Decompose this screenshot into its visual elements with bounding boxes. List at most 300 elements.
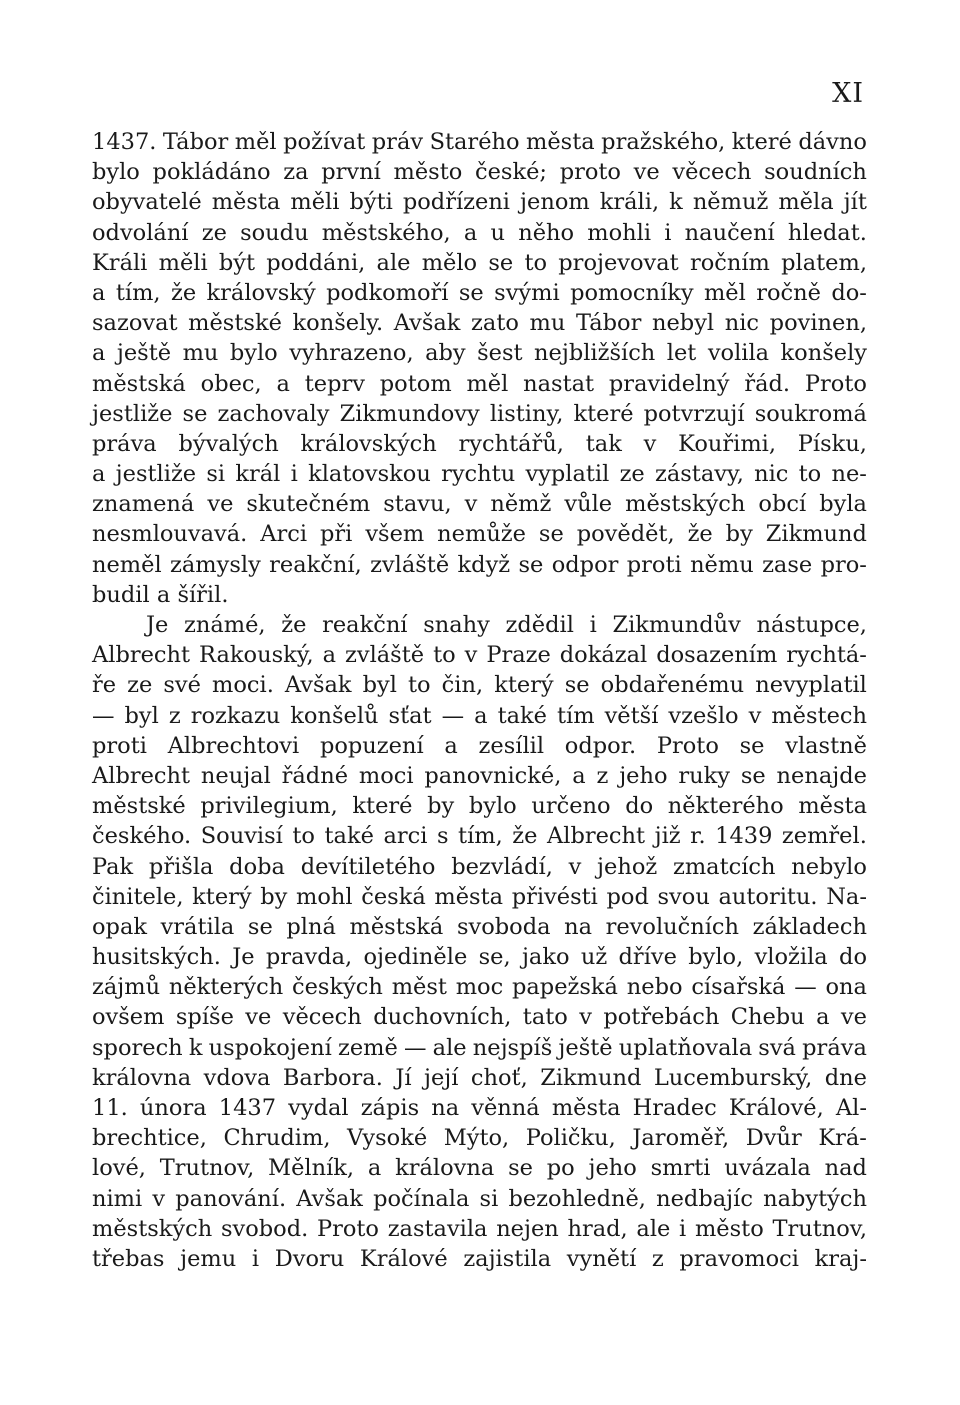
word: znamená bbox=[92, 491, 195, 518]
word: Barbora. bbox=[282, 1064, 383, 1091]
word: Zikmundův bbox=[612, 612, 741, 638]
word: přišla bbox=[148, 853, 214, 880]
word: že bbox=[281, 612, 307, 638]
word: královských bbox=[300, 430, 437, 457]
word: reakční, bbox=[269, 551, 362, 578]
word: Souvisí bbox=[200, 823, 283, 850]
word: král bbox=[235, 461, 281, 488]
word: se bbox=[182, 400, 208, 427]
word: a bbox=[816, 1004, 830, 1031]
word: Rakouský, bbox=[199, 642, 314, 669]
word: dokázal bbox=[559, 642, 648, 669]
word: Vysoké bbox=[347, 1125, 428, 1152]
word: být bbox=[218, 249, 256, 276]
word: města bbox=[551, 1095, 621, 1121]
word: už bbox=[580, 944, 608, 971]
word: v bbox=[464, 642, 478, 669]
word: Avšak bbox=[296, 1185, 363, 1212]
word: řád. bbox=[744, 370, 791, 397]
word: dávno bbox=[798, 129, 867, 155]
word: Je bbox=[146, 612, 169, 638]
word: třebas bbox=[92, 1245, 165, 1272]
word: všem bbox=[365, 521, 425, 548]
word: práv bbox=[371, 129, 424, 155]
text-line bbox=[92, 942, 867, 972]
word: do- bbox=[831, 279, 867, 306]
word: z bbox=[168, 702, 181, 729]
word: mu bbox=[182, 340, 219, 367]
word: podřízeni bbox=[402, 189, 511, 216]
word: lové, bbox=[92, 1155, 146, 1182]
word: její bbox=[423, 1064, 459, 1091]
word: v bbox=[748, 702, 762, 729]
word: také bbox=[497, 702, 547, 729]
text-line bbox=[92, 1093, 867, 1123]
word: snahy bbox=[423, 612, 490, 638]
word: že bbox=[170, 279, 197, 306]
word: vydal bbox=[288, 1095, 349, 1121]
word: se, bbox=[478, 944, 511, 971]
word: měl bbox=[466, 370, 509, 397]
word: doba bbox=[229, 853, 285, 880]
word: bylo bbox=[468, 793, 517, 820]
word: nedbajíc bbox=[656, 1185, 753, 1212]
word: sporech bbox=[92, 1034, 183, 1061]
word: němu bbox=[690, 551, 754, 578]
word: nastat bbox=[523, 370, 595, 397]
word: v bbox=[579, 1004, 592, 1031]
word: zemřel. bbox=[781, 823, 867, 850]
word: věnná bbox=[471, 1095, 540, 1121]
word: Dvoru bbox=[274, 1245, 345, 1272]
word: některého bbox=[667, 793, 784, 820]
word: Starého bbox=[429, 129, 520, 155]
word: nenajde bbox=[776, 762, 867, 789]
word: českého. bbox=[92, 823, 192, 850]
word: Trutnov, bbox=[159, 1155, 255, 1182]
word: nemůže bbox=[437, 521, 526, 548]
word: reakční bbox=[322, 612, 408, 638]
text-line bbox=[92, 1123, 867, 1153]
word: věcech bbox=[672, 159, 752, 186]
word: mělo bbox=[421, 249, 478, 276]
word: se bbox=[740, 762, 766, 789]
word: země bbox=[337, 1034, 398, 1061]
word: nebo bbox=[626, 974, 683, 1001]
word: se bbox=[488, 249, 514, 276]
text-line bbox=[92, 701, 867, 731]
word: hrad, bbox=[567, 1215, 628, 1242]
word: městské bbox=[188, 310, 282, 337]
word: Králové bbox=[359, 1245, 448, 1272]
word: vyhrazeno, bbox=[289, 340, 414, 367]
word: Zikmund bbox=[540, 1064, 642, 1091]
word: Mělník, bbox=[268, 1155, 355, 1182]
word: městské bbox=[92, 793, 186, 820]
text-line bbox=[92, 1063, 867, 1093]
word: vložila bbox=[754, 944, 828, 971]
word: nic bbox=[724, 310, 760, 337]
word: měl bbox=[703, 279, 746, 306]
word: své bbox=[163, 672, 201, 699]
word: potřebách bbox=[603, 1004, 720, 1031]
word: němž bbox=[490, 491, 552, 518]
word: Chrudim, bbox=[223, 1125, 331, 1152]
word: uplatňovala bbox=[618, 1034, 753, 1061]
word: v bbox=[643, 430, 657, 457]
word: povědět, bbox=[576, 521, 675, 548]
word: nimi bbox=[92, 1185, 143, 1212]
word: revolučních bbox=[605, 913, 740, 940]
word: města bbox=[211, 189, 281, 216]
word: popuzení bbox=[319, 732, 424, 759]
word: vůle bbox=[564, 491, 613, 518]
word: 11. bbox=[92, 1095, 128, 1121]
word: plná bbox=[286, 913, 336, 940]
word: zájmů bbox=[92, 974, 161, 1001]
word: Hradec bbox=[632, 1095, 717, 1121]
word: ze bbox=[201, 219, 227, 246]
word: ale bbox=[376, 249, 411, 276]
word: královský bbox=[206, 279, 316, 306]
text-line bbox=[92, 610, 867, 640]
word: potom bbox=[379, 370, 452, 397]
word: v bbox=[464, 491, 478, 518]
word: vynětí bbox=[566, 1245, 637, 1272]
word: Králi bbox=[92, 249, 148, 276]
word: že bbox=[687, 521, 713, 548]
word: arci bbox=[383, 823, 428, 850]
word: soukromá bbox=[754, 400, 867, 427]
text-line bbox=[92, 278, 867, 308]
word: první bbox=[321, 159, 381, 186]
word: Dvůr bbox=[745, 1125, 802, 1152]
word: rychtářů, bbox=[458, 430, 564, 457]
word: vlastně bbox=[785, 732, 867, 759]
word: panování. bbox=[175, 1185, 287, 1212]
text-line bbox=[92, 1033, 867, 1063]
word: nejspíš bbox=[472, 1034, 553, 1061]
word: ona bbox=[825, 974, 867, 1001]
word: soudu bbox=[240, 219, 309, 246]
word: města bbox=[526, 129, 595, 155]
word: a bbox=[92, 279, 106, 306]
word: a bbox=[156, 581, 171, 608]
word: zástavy, bbox=[654, 461, 744, 488]
word: městských bbox=[92, 1215, 213, 1242]
word: soudních bbox=[764, 159, 867, 186]
word: proti bbox=[626, 551, 682, 578]
word: ne- bbox=[831, 461, 867, 488]
text-line bbox=[92, 550, 867, 580]
word: hledat. bbox=[787, 219, 867, 246]
word: tím, bbox=[458, 823, 503, 850]
word: povinen, bbox=[769, 310, 867, 337]
word: volila bbox=[707, 340, 770, 367]
text-line bbox=[92, 218, 867, 248]
word: budil bbox=[92, 581, 150, 608]
word: autoritu. bbox=[718, 883, 818, 910]
word: to bbox=[292, 823, 315, 850]
word: městských bbox=[625, 491, 746, 518]
word: města bbox=[434, 883, 504, 910]
word: odpor bbox=[551, 551, 619, 578]
word: při bbox=[320, 521, 353, 548]
word: šířil. bbox=[177, 581, 229, 608]
word: — bbox=[441, 702, 465, 729]
word: stavu, bbox=[383, 491, 452, 518]
word: a bbox=[367, 1155, 382, 1182]
word: nabytých bbox=[763, 1185, 867, 1212]
word: po bbox=[546, 1155, 575, 1182]
word: ve bbox=[840, 1004, 867, 1031]
word: se bbox=[508, 1155, 533, 1182]
word: známé, bbox=[184, 612, 266, 638]
word: němuž bbox=[692, 189, 769, 216]
text-line bbox=[92, 791, 867, 821]
word: jemu bbox=[180, 1245, 237, 1272]
word: v bbox=[568, 853, 582, 880]
word: bylo bbox=[92, 159, 140, 186]
word: zesílil bbox=[478, 732, 545, 759]
word: panovnické, bbox=[424, 762, 562, 789]
word: svými bbox=[494, 279, 560, 306]
word: 1437 bbox=[218, 1095, 277, 1121]
word: odvolání bbox=[92, 219, 189, 246]
word: skutečném bbox=[246, 491, 371, 518]
word: opak bbox=[92, 913, 147, 940]
word: bylo, bbox=[688, 944, 744, 971]
word: české; bbox=[475, 159, 547, 186]
word: kraj- bbox=[814, 1245, 867, 1272]
word: Mýto, bbox=[443, 1125, 510, 1152]
word: by bbox=[427, 793, 455, 820]
word: bylo bbox=[229, 340, 278, 367]
word: konšelů bbox=[290, 702, 379, 729]
word: Zikmundovy bbox=[339, 400, 480, 427]
word: zápis bbox=[360, 1095, 420, 1121]
word: Krá- bbox=[818, 1125, 867, 1152]
word: jestliže bbox=[115, 461, 197, 488]
word: určeno bbox=[531, 793, 611, 820]
word: Lucemburský, bbox=[653, 1064, 813, 1091]
word: a bbox=[444, 732, 458, 759]
word: dosazením bbox=[656, 642, 778, 669]
page-number: XI bbox=[832, 78, 864, 109]
word: — bbox=[794, 974, 817, 1001]
word: Albrecht bbox=[92, 762, 191, 789]
word: byla bbox=[819, 491, 867, 518]
word: a bbox=[276, 370, 290, 397]
word: konšely. bbox=[292, 310, 384, 337]
word: pro- bbox=[820, 551, 867, 578]
word: naučení bbox=[684, 219, 775, 246]
word: přivésti bbox=[511, 883, 598, 910]
word: vyplatil bbox=[525, 461, 610, 488]
text-line bbox=[92, 852, 867, 882]
text-line bbox=[92, 912, 867, 942]
word: a bbox=[463, 219, 478, 246]
word: mohli bbox=[587, 219, 652, 246]
word: — bbox=[92, 702, 115, 729]
word: proto bbox=[559, 159, 621, 186]
word: to bbox=[408, 672, 431, 699]
word: a bbox=[92, 461, 106, 488]
word: svobod. bbox=[220, 1215, 309, 1242]
word: a bbox=[474, 702, 488, 729]
word: královna bbox=[92, 1064, 192, 1091]
text-line bbox=[92, 399, 867, 429]
word: privilegium, bbox=[200, 793, 338, 820]
word: také bbox=[324, 823, 374, 850]
word: ovšem bbox=[92, 1004, 165, 1031]
word: zato bbox=[471, 310, 519, 337]
word: Poličku, bbox=[525, 1125, 616, 1152]
word: zase bbox=[762, 551, 813, 578]
word: ze bbox=[127, 672, 153, 699]
word: Arci bbox=[260, 521, 308, 548]
word: neměl bbox=[92, 551, 162, 578]
text-line bbox=[92, 157, 867, 187]
word: město bbox=[393, 159, 463, 186]
word: jít bbox=[843, 189, 867, 216]
word: smrti bbox=[650, 1155, 711, 1182]
word: teprv bbox=[304, 370, 365, 397]
word: Pak bbox=[92, 853, 134, 880]
word: obcí bbox=[758, 491, 807, 518]
text-line bbox=[92, 127, 867, 157]
word: a bbox=[92, 340, 106, 367]
word: z bbox=[651, 1245, 664, 1272]
word: něho bbox=[518, 219, 575, 246]
word: nic bbox=[754, 461, 789, 488]
text-line bbox=[92, 248, 867, 278]
word: ještě bbox=[116, 340, 172, 367]
text-line bbox=[92, 459, 867, 489]
text-line bbox=[92, 1153, 867, 1183]
word: ve bbox=[207, 491, 234, 518]
word: nesmlouvavá. bbox=[92, 521, 248, 548]
word: obec, bbox=[200, 370, 262, 397]
word: papežská bbox=[511, 974, 618, 1001]
word: a bbox=[322, 642, 337, 669]
word: let bbox=[666, 340, 697, 367]
word: konšely bbox=[780, 340, 867, 367]
word: ruky bbox=[678, 762, 730, 789]
word: ve bbox=[633, 159, 660, 186]
word: bezohledně, bbox=[508, 1185, 646, 1212]
body-text bbox=[92, 127, 867, 1274]
word: městská bbox=[349, 913, 444, 940]
word: devítiletého bbox=[300, 853, 436, 880]
text-line bbox=[92, 489, 867, 519]
word: i bbox=[679, 1215, 687, 1242]
word: nebyl bbox=[652, 310, 715, 337]
word: jestliže bbox=[92, 400, 173, 427]
word: práva bbox=[802, 1034, 867, 1061]
word: věcech bbox=[282, 1004, 362, 1031]
word: i bbox=[664, 219, 672, 246]
word: moc bbox=[455, 974, 504, 1001]
word: r. bbox=[690, 823, 706, 850]
word: řádné bbox=[281, 762, 349, 789]
word: duchovních, bbox=[373, 1004, 512, 1031]
word: pravomoci bbox=[679, 1245, 799, 1272]
word: jako bbox=[521, 944, 570, 971]
word: a bbox=[572, 762, 586, 789]
word: měst bbox=[391, 974, 447, 1001]
word: to bbox=[524, 249, 548, 276]
word: svá bbox=[758, 1034, 796, 1061]
word: ale bbox=[432, 1034, 467, 1061]
word: zdědil bbox=[505, 612, 574, 638]
word: jenom bbox=[520, 189, 590, 216]
word: jeho bbox=[588, 1155, 637, 1182]
word: uspokojení bbox=[208, 1034, 332, 1061]
word: který bbox=[192, 883, 252, 910]
word: nebylo bbox=[791, 853, 867, 880]
word: k bbox=[188, 1034, 203, 1061]
word: podkomoří bbox=[326, 279, 449, 306]
word: uvázala bbox=[724, 1155, 811, 1182]
word: požívat bbox=[283, 129, 366, 155]
word: rychtá- bbox=[786, 642, 867, 669]
word: se bbox=[739, 732, 765, 759]
word: obyvatelé bbox=[92, 189, 202, 216]
word: aby bbox=[425, 340, 466, 367]
word: obdařenému bbox=[600, 672, 745, 699]
word: pokládáno bbox=[152, 159, 271, 186]
text-line bbox=[92, 1184, 867, 1214]
word: nejbližších bbox=[534, 340, 656, 367]
word: které bbox=[731, 129, 792, 155]
word: pomocníky bbox=[570, 279, 694, 306]
word: i bbox=[290, 461, 298, 488]
text-line bbox=[92, 670, 867, 700]
word: Praze bbox=[486, 642, 551, 669]
word: za bbox=[283, 159, 309, 186]
word: tím bbox=[556, 702, 595, 729]
text-line bbox=[92, 972, 867, 1002]
word: spíše bbox=[175, 1004, 234, 1031]
word: by bbox=[260, 883, 288, 910]
word: Al- bbox=[835, 1095, 867, 1121]
word: si bbox=[206, 461, 226, 488]
text-line bbox=[92, 731, 867, 761]
word: tak bbox=[585, 430, 622, 457]
word: se bbox=[247, 913, 273, 940]
word: husitských. bbox=[92, 944, 221, 971]
word: i bbox=[251, 1245, 260, 1272]
word: i bbox=[589, 612, 597, 638]
word: v bbox=[152, 1185, 166, 1212]
text-line bbox=[92, 519, 867, 549]
word: sťat bbox=[388, 702, 432, 729]
word: se bbox=[564, 672, 590, 699]
word: do bbox=[625, 793, 654, 820]
text-line bbox=[92, 882, 867, 912]
word: tím, bbox=[115, 279, 161, 306]
word: pravidelný bbox=[608, 370, 730, 397]
word: počínala bbox=[373, 1185, 470, 1212]
word: město bbox=[694, 1215, 764, 1242]
word: nevyplatil bbox=[755, 672, 867, 699]
word: poddáni, bbox=[266, 249, 366, 276]
word: choť, bbox=[470, 1064, 528, 1091]
word: rozkazu bbox=[190, 702, 281, 729]
word: vdova bbox=[203, 1064, 271, 1091]
word: česká bbox=[361, 883, 426, 910]
